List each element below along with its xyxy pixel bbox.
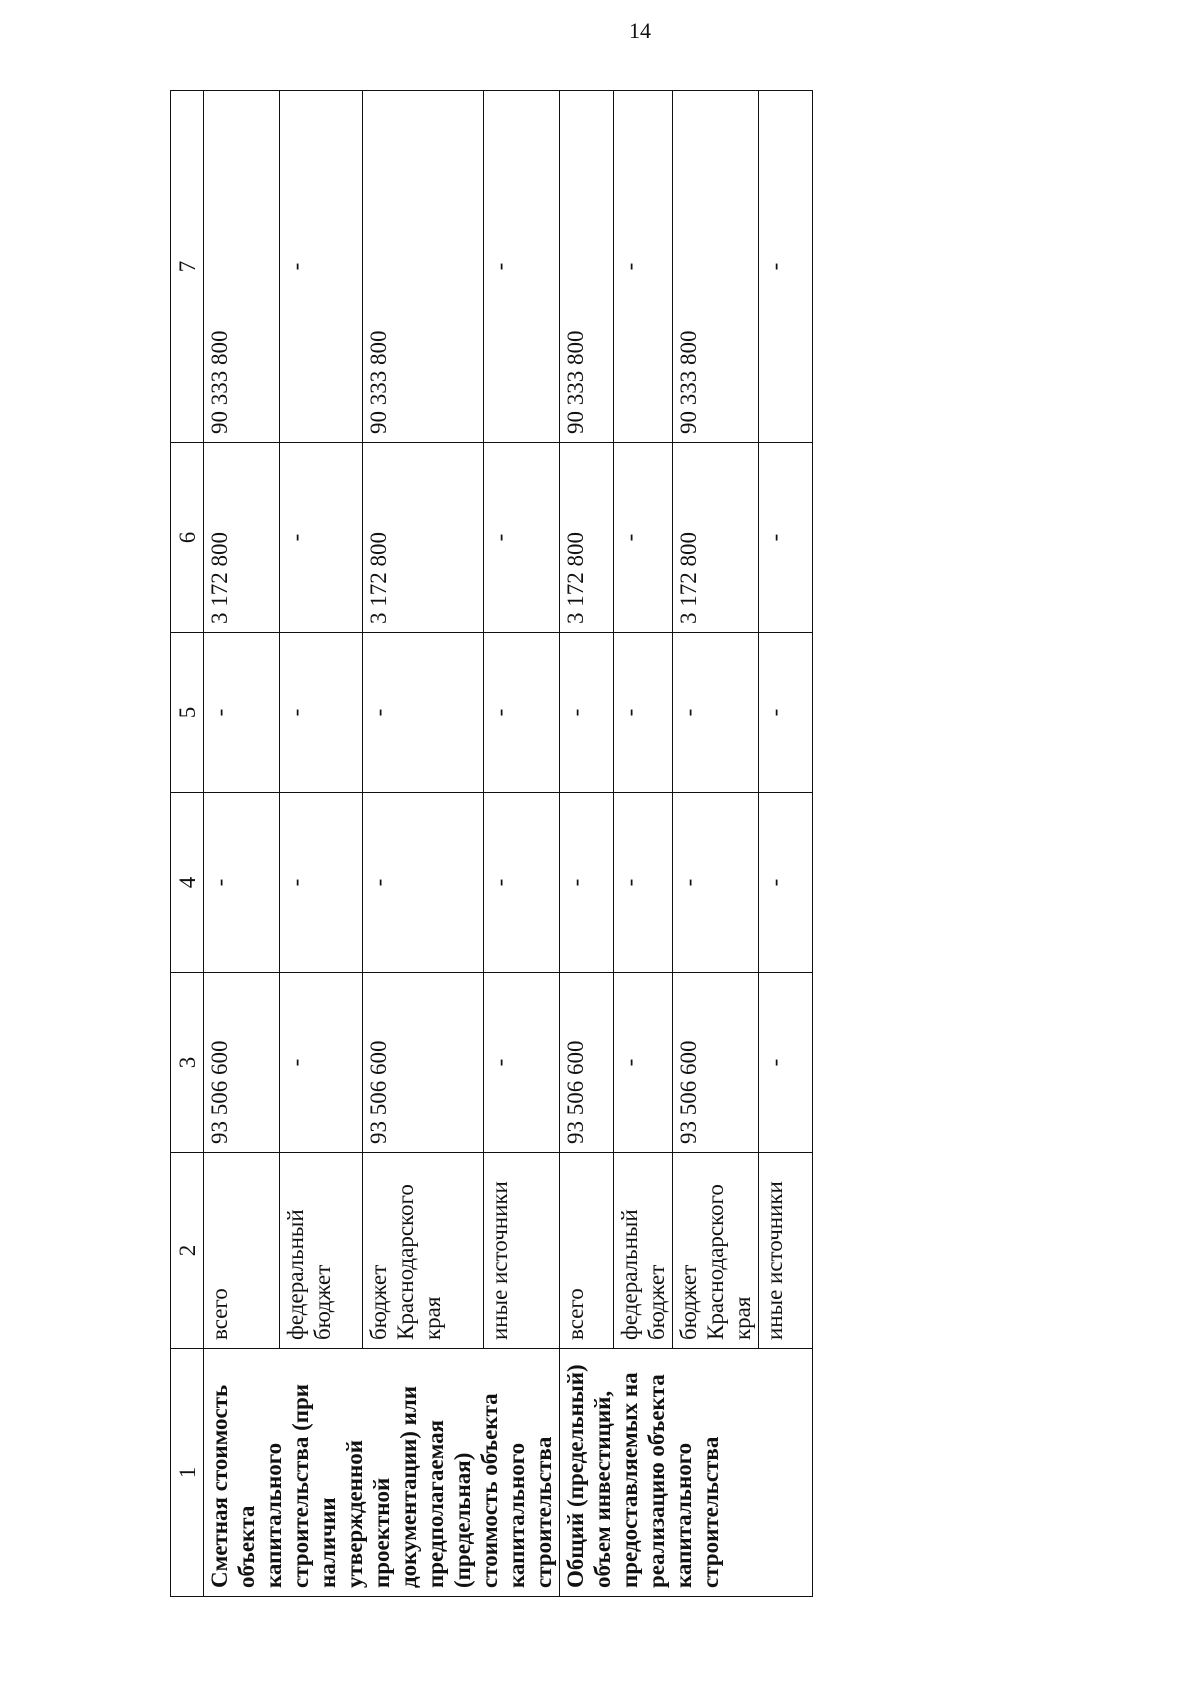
cell-value: 90 333 800 xyxy=(673,91,759,443)
cell-value: - xyxy=(673,633,759,793)
funding-source: всего xyxy=(204,1153,280,1349)
cell-value: 3 172 800 xyxy=(560,443,614,633)
cell-value: - xyxy=(614,973,673,1153)
section-label: Общий (предельный) объем инвестиций, предоставляемых на реализацию объекта капитального строительства xyxy=(560,1349,813,1597)
cell-value: - xyxy=(483,91,559,443)
cell-value: - xyxy=(204,793,280,973)
cell-value: - xyxy=(483,633,559,793)
cell-value: - xyxy=(362,633,483,793)
column-header: 6 xyxy=(171,443,204,633)
cell-value: - xyxy=(614,443,673,633)
column-header: 4 xyxy=(171,793,204,973)
cell-value: - xyxy=(614,91,673,443)
column-header: 3 xyxy=(171,973,204,1153)
funding-source: всего xyxy=(560,1153,614,1349)
cell-value: 93 506 600 xyxy=(362,973,483,1153)
cell-value: 3 172 800 xyxy=(362,443,483,633)
cell-value: - xyxy=(673,793,759,973)
table-row xyxy=(560,91,614,1597)
cell-value: 90 333 800 xyxy=(362,91,483,443)
cell-value: - xyxy=(279,633,362,793)
investment-table xyxy=(170,90,813,1597)
page-number: 14 xyxy=(629,18,651,43)
cell-value: 90 333 800 xyxy=(204,91,280,443)
column-header: 1 xyxy=(171,1349,204,1597)
cell-value: 90 333 800 xyxy=(560,91,614,443)
cell-value: 3 172 800 xyxy=(673,443,759,633)
cell-value: - xyxy=(279,91,362,443)
funding-source: федеральный бюджет xyxy=(614,1153,673,1349)
cell-value: - xyxy=(759,973,813,1153)
funding-source: иные источники xyxy=(759,1153,813,1349)
cell-value: - xyxy=(483,793,559,973)
cell-value: - xyxy=(560,633,614,793)
cell-value: - xyxy=(759,633,813,793)
column-header: 7 xyxy=(171,91,204,443)
funding-source: иные источники xyxy=(483,1153,559,1349)
cell-value: 93 506 600 xyxy=(204,973,280,1153)
cell-value: - xyxy=(759,443,813,633)
funding-source: бюджет Краснодарского края xyxy=(362,1153,483,1349)
cell-value: - xyxy=(560,793,614,973)
funding-source: бюджет Краснодарского края xyxy=(673,1153,759,1349)
cell-value: - xyxy=(614,793,673,973)
cell-value: - xyxy=(483,443,559,633)
cell-value: - xyxy=(279,443,362,633)
funding-source: федеральный бюджет xyxy=(279,1153,362,1349)
cell-value: - xyxy=(279,973,362,1153)
cell-value: 93 506 600 xyxy=(673,973,759,1153)
cell-value: - xyxy=(759,91,813,443)
section-label: Сметная стоимость объекта капитального строительства (при наличии утвержденной проектной документации) или предполагаемая (предельная) стоимость объекта капитального строительства xyxy=(204,1349,560,1597)
cell-value: - xyxy=(614,633,673,793)
cell-value: 93 506 600 xyxy=(560,973,614,1153)
table-row xyxy=(204,91,280,1597)
cell-value: - xyxy=(204,633,280,793)
header-row xyxy=(171,91,204,1597)
cell-value: - xyxy=(362,793,483,973)
cell-value: 3 172 800 xyxy=(204,443,280,633)
rotated-table-container xyxy=(170,91,787,1597)
cell-value: - xyxy=(279,793,362,973)
column-header: 5 xyxy=(171,633,204,793)
cell-value: - xyxy=(483,973,559,1153)
column-header: 2 xyxy=(171,1153,204,1349)
cell-value: - xyxy=(759,793,813,973)
